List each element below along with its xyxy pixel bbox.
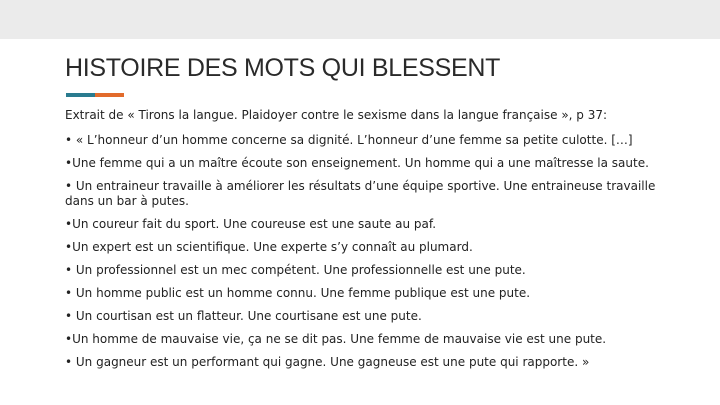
- list-item: • Un gagneur est un performant qui gagne. Une gagneuse est une pute qui rapporte. »: [65, 355, 590, 369]
- list-item: • Un courtisan est un flatteur. Une courtisane est une pute.: [65, 309, 422, 323]
- slide-body: [65, 108, 685, 378]
- accent-segment-orange: [95, 93, 124, 97]
- list-item: •Une femme qui a un maître écoute son enseignement. Un homme qui a une maîtresse la saute.: [65, 156, 649, 170]
- list-item: •Un homme de mauvaise vie, ça ne se dit pas. Une femme de mauvaise vie est une pute.: [65, 332, 607, 346]
- accent-segment-teal: [66, 93, 95, 97]
- list-item: •Un coureur fait du sport. Une coureuse est une saute au paf.: [65, 217, 437, 231]
- slide-title: HISTOIRE DES MOTS QUI BLESSENT: [65, 54, 501, 82]
- intro-text: Extrait de « Tirons la langue. Plaidoyer contre le sexisme dans la langue française », p 37:: [65, 108, 608, 122]
- list-item: • Un homme public est un homme connu. Une femme publique est une pute.: [65, 286, 531, 300]
- list-item: •Un expert est un scientifique. Une experte s’y connaît au plumard.: [65, 240, 473, 254]
- top-band: [0, 0, 720, 39]
- list-item: • « L’honneur d’un homme concerne sa dignité. L’honneur d’une femme sa petite culotte. […]: [65, 133, 633, 147]
- list-item: • Un professionnel est un mec compétent. Une professionnelle est une pute.: [65, 263, 526, 277]
- title-accent-bar: [66, 93, 124, 97]
- list-item: • Un entraineur travaille à améliorer les résultats d’une équipe sportive. Une entraineuse travaille dans un bar à putes.: [65, 179, 656, 208]
